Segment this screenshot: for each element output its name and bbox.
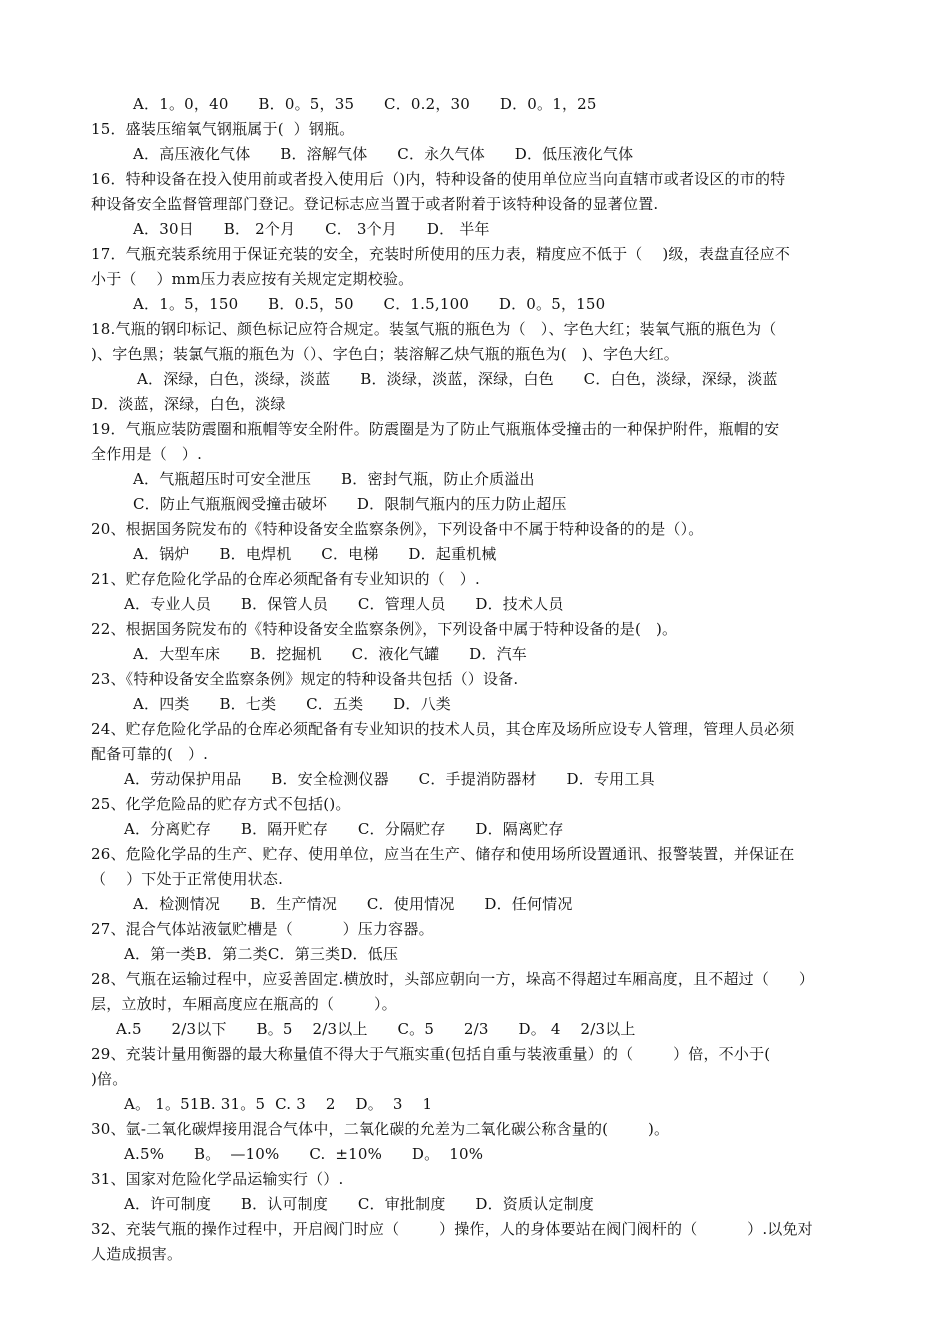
question-line: 19．气瓶应装防震圈和瓶帽等安全附件。防震圈是为了防止气瓶瓶体受撞击的一种保护附件，瓶帽的安 <box>91 420 780 438</box>
question-line: 18.气瓶的钢印标记、颜色标记应符合规定。装氢气瓶的瓶色为（ ）、字色大红；装氧气瓶的瓶色为（ <box>91 320 777 338</box>
question-line: （ ）下处于正常使用状态. <box>91 870 284 888</box>
question-line: 24、贮存危险化学品的仓库必须配备有专业知识的技术人员，其仓库及场所应设专人管理，管理人员必须 <box>91 720 795 738</box>
option-line: A。 1。51B. 31。5 C. 3 2 D。 3 1 <box>124 1095 433 1113</box>
question-line: )倍。 <box>91 1070 128 1088</box>
option-line: C．防止气瓶瓶阀受撞击破坏 D．限制气瓶内的压力防止超压 <box>133 495 567 513</box>
question-line: 30、氩-二氧化碳焊接用混合气体中，二氧化碳的允差为二氧化碳公称含量的( )。 <box>91 1120 670 1138</box>
question-line: 31、国家对危险化学品运输实行（）. <box>91 1170 344 1188</box>
question-line: 23、《特种设备安全监察条例》规定的特种设备共包括（）设备. <box>91 670 519 688</box>
question-line: 20、根据国务院发布的《特种设备安全监察条例》，下列设备中不属于特种设备的的是（）。 <box>91 520 704 538</box>
question-line: 15．盛装压缩氧气钢瓶属于( ）钢瓶。 <box>91 120 355 138</box>
question-line: 小于（ ）mm压力表应按有关规定定期校验。 <box>91 270 414 288</box>
question-line: 29、充装计量用衡器的最大称量值不得大于气瓶实重(包括自重与装液重量）的（ ）倍，不小于( <box>91 1045 771 1063</box>
option-line: A．30日 B． 2个月 C． 3个月 D． 半年 <box>133 220 490 238</box>
option-line: A．专业人员 B．保管人员 C．管理人员 D．技术人员 <box>124 595 564 613</box>
option-line: A．大型车床 B．挖掘机 C．液化气罐 D．汽车 <box>133 645 527 663</box>
option-line: A．检测情况 B．生产情况 C．使用情况 D．任何情况 <box>133 895 573 913</box>
question-line: 16．特种设备在投入使用前或者投入使用后（)内，特种设备的使用单位应当向直辖市或者设区的市的特 <box>91 170 786 188</box>
option-line: A．四类 B．七类 C．五类 D．八类 <box>133 695 451 713</box>
option-line: A．劳动保护用品 B．安全检测仪器 C．手提消防器材 D．专用工具 <box>124 770 655 788</box>
question-line: 27、混合气体站液氩贮槽是（ ）压力容器。 <box>91 920 434 938</box>
question-line: 26、危险化学品的生产、贮存、使用单位，应当在生产、储存和使用场所设置通讯、报警装置，并保证在 <box>91 845 795 863</box>
option-line: A．深绿，白色，淡绿，淡蓝 B．淡绿，淡蓝，深绿，白色 C．白色，淡绿，深绿，淡蓝 <box>137 370 778 388</box>
option-line: A．高压液化气体 B．溶解气体 C．永久气体 D．低压液化气体 <box>133 145 634 163</box>
question-line: 种设备安全监督管理部门登记。登记标志应当置于或者附着于该特种设备的显著位置. <box>91 195 659 213</box>
option-line: A．锅炉 B．电焊机 C．电梯 D．起重机械 <box>133 545 497 563</box>
option-line: A．分离贮存 B．隔开贮存 C．分隔贮存 D．隔离贮存 <box>124 820 564 838</box>
question-line: 17．气瓶充装系统用于保证充装的安全，充装时所使用的压力表，精度应不低于（ )级，表盘直径应不 <box>91 245 791 263</box>
option-line: A．第一类B．第二类C．第三类D．低压 <box>124 945 399 963</box>
option-line: A．气瓶超压时可安全泄压 B．密封气瓶，防止介质溢出 <box>133 470 535 488</box>
option-line: D．淡蓝，深绿，白色，淡绿 <box>91 395 286 413</box>
question-line: )、字色黑；装氯气瓶的瓶色为（）、字色白；装溶解乙炔气瓶的瓶色为( )、字色大红。 <box>91 345 679 363</box>
question-line: 配备可靠的( ）. <box>91 745 209 763</box>
question-line: 22、根据国务院发布的《特种设备安全监察条例》，下列设备中属于特种设备的是( )。 <box>91 620 678 638</box>
option-line: A．1。5，150 B．0.5，50 C．1.5,100 D．0。5，150 <box>133 295 606 313</box>
option-line: A．1。0，40 B．0。5，35 C．0.2，30 D．0。1，25 <box>133 95 597 113</box>
option-line: A．许可制度 B．认可制度 C．审批制度 D．资质认定制度 <box>124 1195 594 1213</box>
question-line: 全作用是（ ）. <box>91 445 203 463</box>
question-line: 人造成损害。 <box>91 1245 183 1263</box>
question-line: 21、贮存危险化学品的仓库必须配备有专业知识的（ ）. <box>91 570 480 588</box>
option-line: A.5 2/3以下 B。5 2/3以上 C。5 2/3 D。 4 2/3以上 <box>116 1020 636 1038</box>
question-line: 32、充装气瓶的操作过程中，开启阀门时应（ ）操作，人的身体要站在阀门阀杆的（ ）.以免对 <box>91 1220 813 1238</box>
option-line: A.5% B。 —10% C. ±10% D。 10% <box>124 1145 484 1163</box>
question-line: 层，立放时，车厢高度应在瓶高的（ ）。 <box>91 995 397 1013</box>
question-line: 28、气瓶在运输过程中，应妥善固定.横放时，头部应朝向一方，垛高不得超过车厢高度，且不超过（ ） <box>91 970 815 988</box>
question-line: 25、化学危险品的贮存方式不包括()。 <box>91 795 351 813</box>
